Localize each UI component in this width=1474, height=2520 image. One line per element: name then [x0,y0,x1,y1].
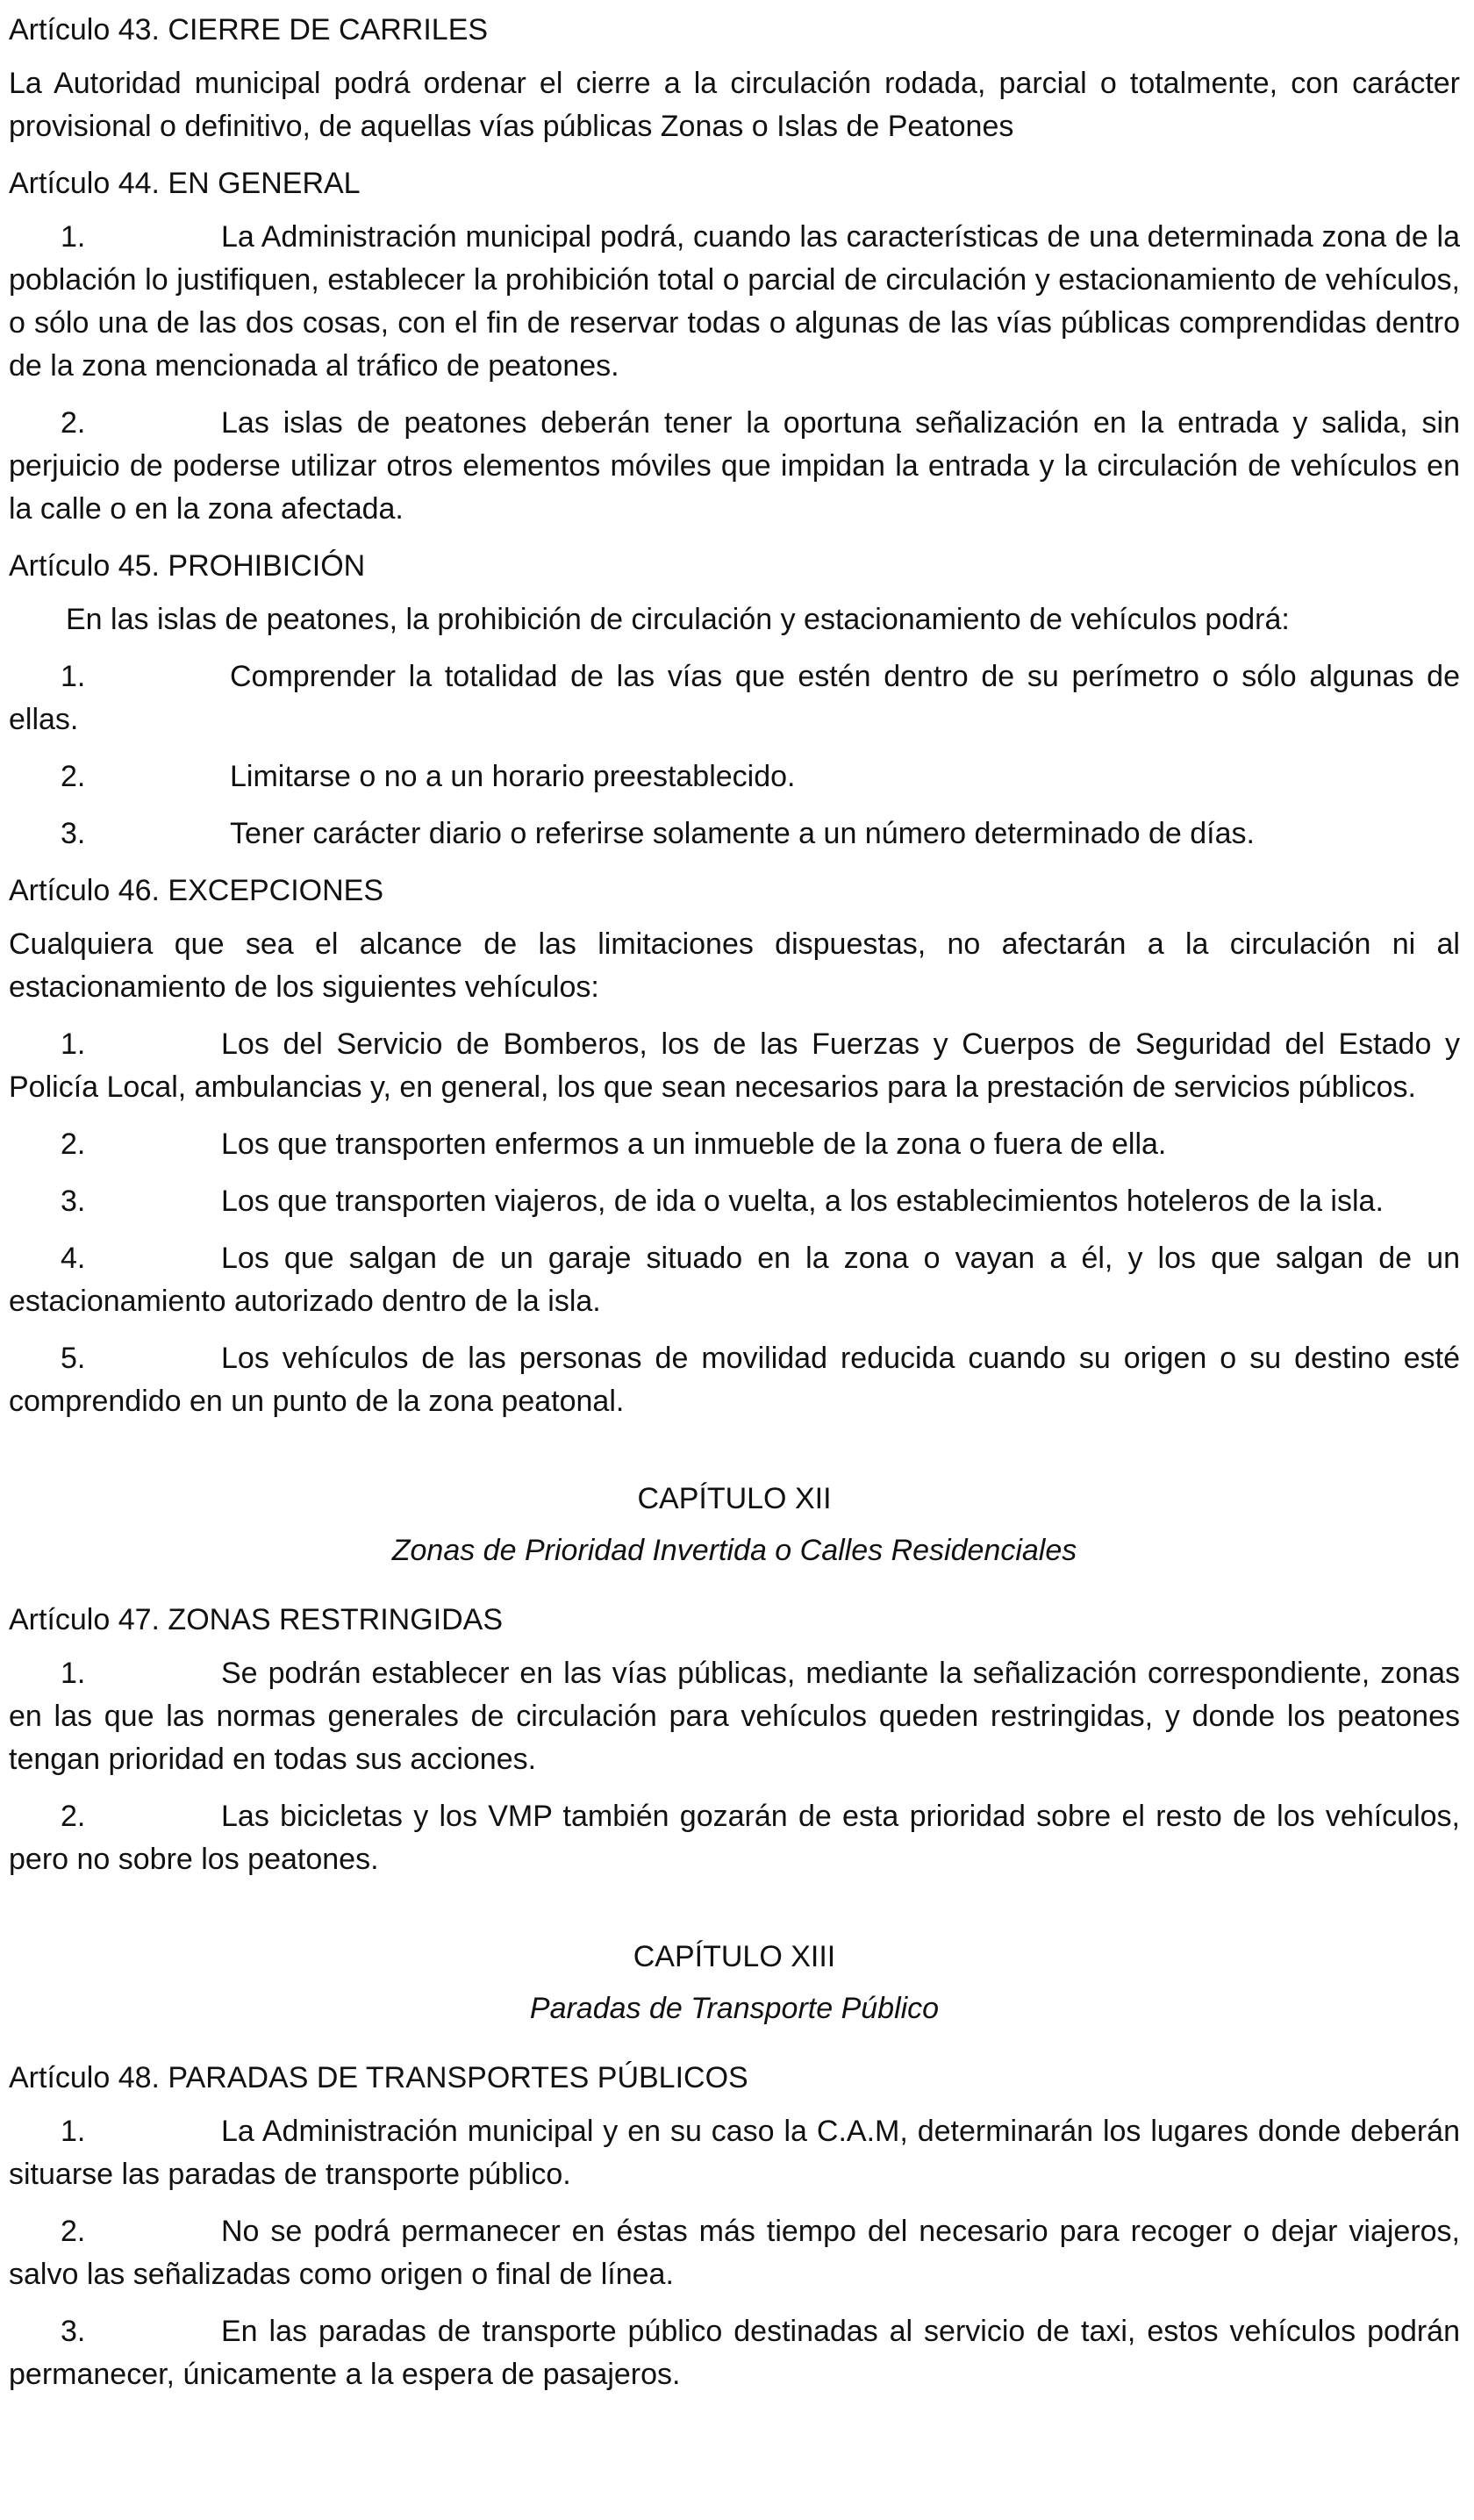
item-number: 1. [61,1657,86,1690]
item-number: 5. [61,1342,86,1375]
chapter-12-title: CAPÍTULO XII [637,1482,832,1515]
article-46-item-3 [9,1180,1460,1223]
item-text: Los que transporten enfermos a un inmueble de la zona o fuera de ella. [221,1128,1167,1161]
item-text: Los que salgan de un garaje situado en la zona o vayan a él, y los que salgan de un estacionamiento autorizado dentro de la isla. [9,1242,1460,1318]
article-44-item-2 [9,402,1460,531]
item-number: 1. [61,1027,86,1061]
item-number: 2. [61,1800,86,1833]
article-45-intro: En las islas de peatones, la prohibición de circulación y estacionamiento de vehículos podrá: [66,603,1290,636]
chapter-12-subtitle: Zonas de Prioridad Invertida o Calles Residenciales [391,1534,1077,1567]
item-text: Los que transporten viajeros, de ida o vuelta, a los establecimientos hoteleros de la isla. [221,1185,1384,1218]
chapter-13-subtitle: Paradas de Transporte Público [529,1992,940,2025]
item-text: Las islas de peatones deberán tener la oportuna señalización en la entrada y salida, sin perjuicio de poderse utilizar otros elementos móviles que impidan la entrada y la circulación de vehículos en la calle o en la zona afectada. [9,406,1460,526]
article-43-title: Artículo 43. CIERRE DE CARRILES [9,13,489,47]
item-number: 2. [61,760,86,793]
item-number: 2. [61,1128,86,1161]
item-text: Los del Servicio de Bomberos, los de las Fuerzas y Cuerpos de Seguridad del Estado y Policía Local, ambulancias y, en general, los que sean necesarios para la prestación de servicios públicos. [9,1027,1460,1104]
article-45-item-2 [9,755,1460,798]
chapter-13-title: CAPÍTULO XIII [633,1940,836,1973]
item-number: 3. [61,2315,86,2348]
item-text: En las paradas de transporte público destinadas al servicio de taxi, estos vehículos podrán permanecer, únicamente a la espera de pasajeros. [9,2315,1460,2391]
item-number: 2. [61,406,86,440]
item-text: No se podrá permanecer en éstas más tiempo del necesario para recoger o dejar viajeros, salvo las señalizadas como origen o final de línea. [9,2215,1460,2291]
item-number: 1. [61,660,86,693]
article-48-title: Artículo 48. PARADAS DE TRANSPORTES PÚBLICOS [9,2061,748,2094]
item-number: 1. [61,220,86,254]
article-46-title: Artículo 46. EXCEPCIONES [9,874,384,907]
article-46-item-4 [9,1237,1460,1323]
item-text: Las bicicletas y los VMP también gozarán de esta prioridad sobre el resto de los vehículos, pero no sobre los peatones. [9,1800,1460,1876]
article-46-item-2 [9,1123,1460,1166]
item-number: 1. [61,2115,86,2148]
article-47-item-1 [9,1652,1460,1781]
article-48-item-3 [9,2310,1460,2396]
article-44-item-1 [9,216,1460,388]
item-text: Limitarse o no a un horario preestablecido. [230,760,796,793]
article-48-item-2 [9,2210,1460,2296]
item-text: La Administración municipal y en su caso la C.A.M, determinarán los lugares donde deberán situarse las paradas de transporte público. [9,2115,1460,2191]
article-45-item-3 [9,813,1460,856]
article-43-text: La Autoridad municipal podrá ordenar el cierre a la circulación rodada, parcial o totalmente, con carácter provisional o definitivo, de aquellas vías públicas Zonas o Islas de Peatones [9,67,1460,143]
article-47-item-2 [9,1795,1460,1881]
item-text: La Administración municipal podrá, cuando las características de una determinada zona de la población lo justifiquen, establecer la prohibición total o parcial de circulación y estacionamiento de vehículos, o sólo una de las dos cosas, con el fin de reservar todas o algunas de las vías públicas comprendidas dentro de la zona mencionada al tráfico de peatones. [9,220,1460,383]
article-45-title: Artículo 45. PROHIBICIÓN [9,549,366,583]
item-text: Se podrán establecer en las vías públicas, mediante la señalización correspondiente, zonas en las que las normas generales de circulación para vehículos queden restringidas, y donde los peatones tengan prioridad en todas sus acciones. [9,1657,1460,1776]
article-46-intro: Cualquiera que sea el alcance de las limitaciones dispuestas, no afectarán a la circulación ni al estacionamiento de los siguientes vehículos: [9,927,1460,1004]
article-44-title: Artículo 44. EN GENERAL [9,167,361,200]
item-number: 3. [61,817,86,850]
article-46-item-1 [9,1023,1460,1109]
article-46-item-5 [9,1337,1460,1423]
item-number: 4. [61,1242,86,1275]
item-number: 2. [61,2215,86,2248]
item-text: Comprender la totalidad de las vías que estén dentro de su perímetro o sólo algunas de ellas. [9,660,1460,736]
item-number: 3. [61,1185,86,1218]
item-text: Tener carácter diario o referirse solamente a un número determinado de días. [230,817,1255,850]
article-48-item-1 [9,2110,1460,2196]
item-text: Los vehículos de las personas de movilidad reducida cuando su origen o su destino esté comprendido en un punto de la zona peatonal. [9,1342,1460,1418]
article-47-title: Artículo 47. ZONAS RESTRINGIDAS [9,1603,504,1636]
article-45-item-1 [9,655,1460,741]
